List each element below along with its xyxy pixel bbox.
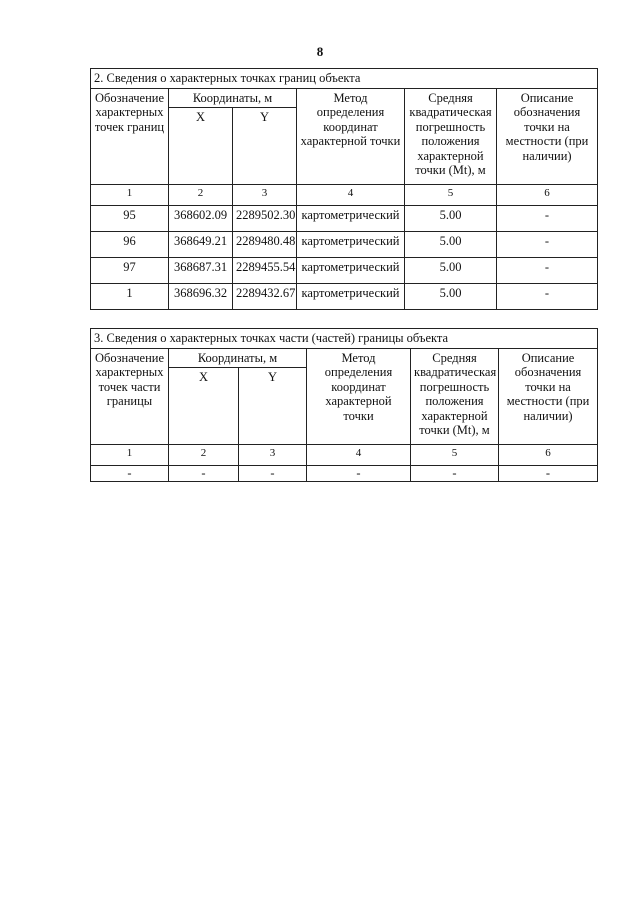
header-point-designation: Обозначение характерных точек части границы bbox=[91, 349, 169, 445]
coord-x: - bbox=[169, 466, 239, 482]
mean-error: 5.00 bbox=[405, 206, 497, 232]
description: - bbox=[499, 466, 598, 482]
column-number: 3 bbox=[239, 445, 307, 466]
header-coordinates: Координаты, м bbox=[169, 89, 297, 108]
point-id: 96 bbox=[91, 232, 169, 258]
coord-y: 2289480.48 bbox=[233, 232, 297, 258]
point-id: - bbox=[91, 466, 169, 482]
column-number: 4 bbox=[297, 185, 405, 206]
column-number: 2 bbox=[169, 445, 239, 466]
header-y: Y bbox=[233, 108, 297, 185]
coord-x: 368649.21 bbox=[169, 232, 233, 258]
header-coordinates: Координаты, м bbox=[169, 349, 307, 368]
column-number: 5 bbox=[405, 185, 497, 206]
coord-x: 368687.31 bbox=[169, 258, 233, 284]
column-number: 3 bbox=[233, 185, 297, 206]
column-number: 6 bbox=[499, 445, 598, 466]
description: - bbox=[497, 284, 598, 310]
description: - bbox=[497, 232, 598, 258]
header-y: Y bbox=[239, 368, 307, 445]
column-number: 4 bbox=[307, 445, 411, 466]
description: - bbox=[497, 258, 598, 284]
header-mean-error: Средняя квадратическая погрешность положения характерной точки (Mt), м bbox=[411, 349, 499, 445]
method: картометрический bbox=[297, 258, 405, 284]
mean-error: 5.00 bbox=[405, 284, 497, 310]
page-number: 8 bbox=[316, 44, 324, 59]
column-number: 1 bbox=[91, 445, 169, 466]
description: - bbox=[497, 206, 598, 232]
column-number: 2 bbox=[169, 185, 233, 206]
mean-error: - bbox=[411, 466, 499, 482]
point-id: 95 bbox=[91, 206, 169, 232]
table-row bbox=[91, 466, 598, 482]
header-point-designation: Обозначение характерных точек границ bbox=[91, 89, 169, 185]
column-number: 1 bbox=[91, 185, 169, 206]
boundary-points-table bbox=[90, 68, 598, 310]
column-number: 6 bbox=[497, 185, 598, 206]
table-row bbox=[91, 258, 598, 284]
coord-y: - bbox=[239, 466, 307, 482]
method: картометрический bbox=[297, 284, 405, 310]
table-row bbox=[91, 232, 598, 258]
coord-y: 2289432.67 bbox=[233, 284, 297, 310]
table-row bbox=[91, 206, 598, 232]
header-method: Метод определения координат характерной точки bbox=[307, 349, 411, 445]
coord-y: 2289502.30 bbox=[233, 206, 297, 232]
header-method: Метод определения координат характерной точки bbox=[297, 89, 405, 185]
mean-error: 5.00 bbox=[405, 258, 497, 284]
header-description: Описание обозначения точки на местности (при наличии) bbox=[497, 89, 598, 185]
header-mean-error: Средняя квадратическая погрешность положения характерной точки (Mt), м bbox=[405, 89, 497, 185]
header-x: X bbox=[169, 368, 239, 445]
header-description: Описание обозначения точки на местности (при наличии) bbox=[499, 349, 598, 445]
table-row bbox=[91, 284, 598, 310]
point-id: 97 bbox=[91, 258, 169, 284]
method: - bbox=[307, 466, 411, 482]
coord-x: 368602.09 bbox=[169, 206, 233, 232]
coord-x: 368696.32 bbox=[169, 284, 233, 310]
mean-error: 5.00 bbox=[405, 232, 497, 258]
method: картометрический bbox=[297, 206, 405, 232]
point-id: 1 bbox=[91, 284, 169, 310]
header-x: X bbox=[169, 108, 233, 185]
coord-y: 2289455.54 bbox=[233, 258, 297, 284]
section-title: 3. Сведения о характерных точках части (частей) границы объекта bbox=[91, 329, 598, 349]
column-number: 5 bbox=[411, 445, 499, 466]
section-title: 2. Сведения о характерных точках границ объекта bbox=[91, 69, 598, 89]
boundary-part-points-table bbox=[90, 328, 598, 482]
method: картометрический bbox=[297, 232, 405, 258]
